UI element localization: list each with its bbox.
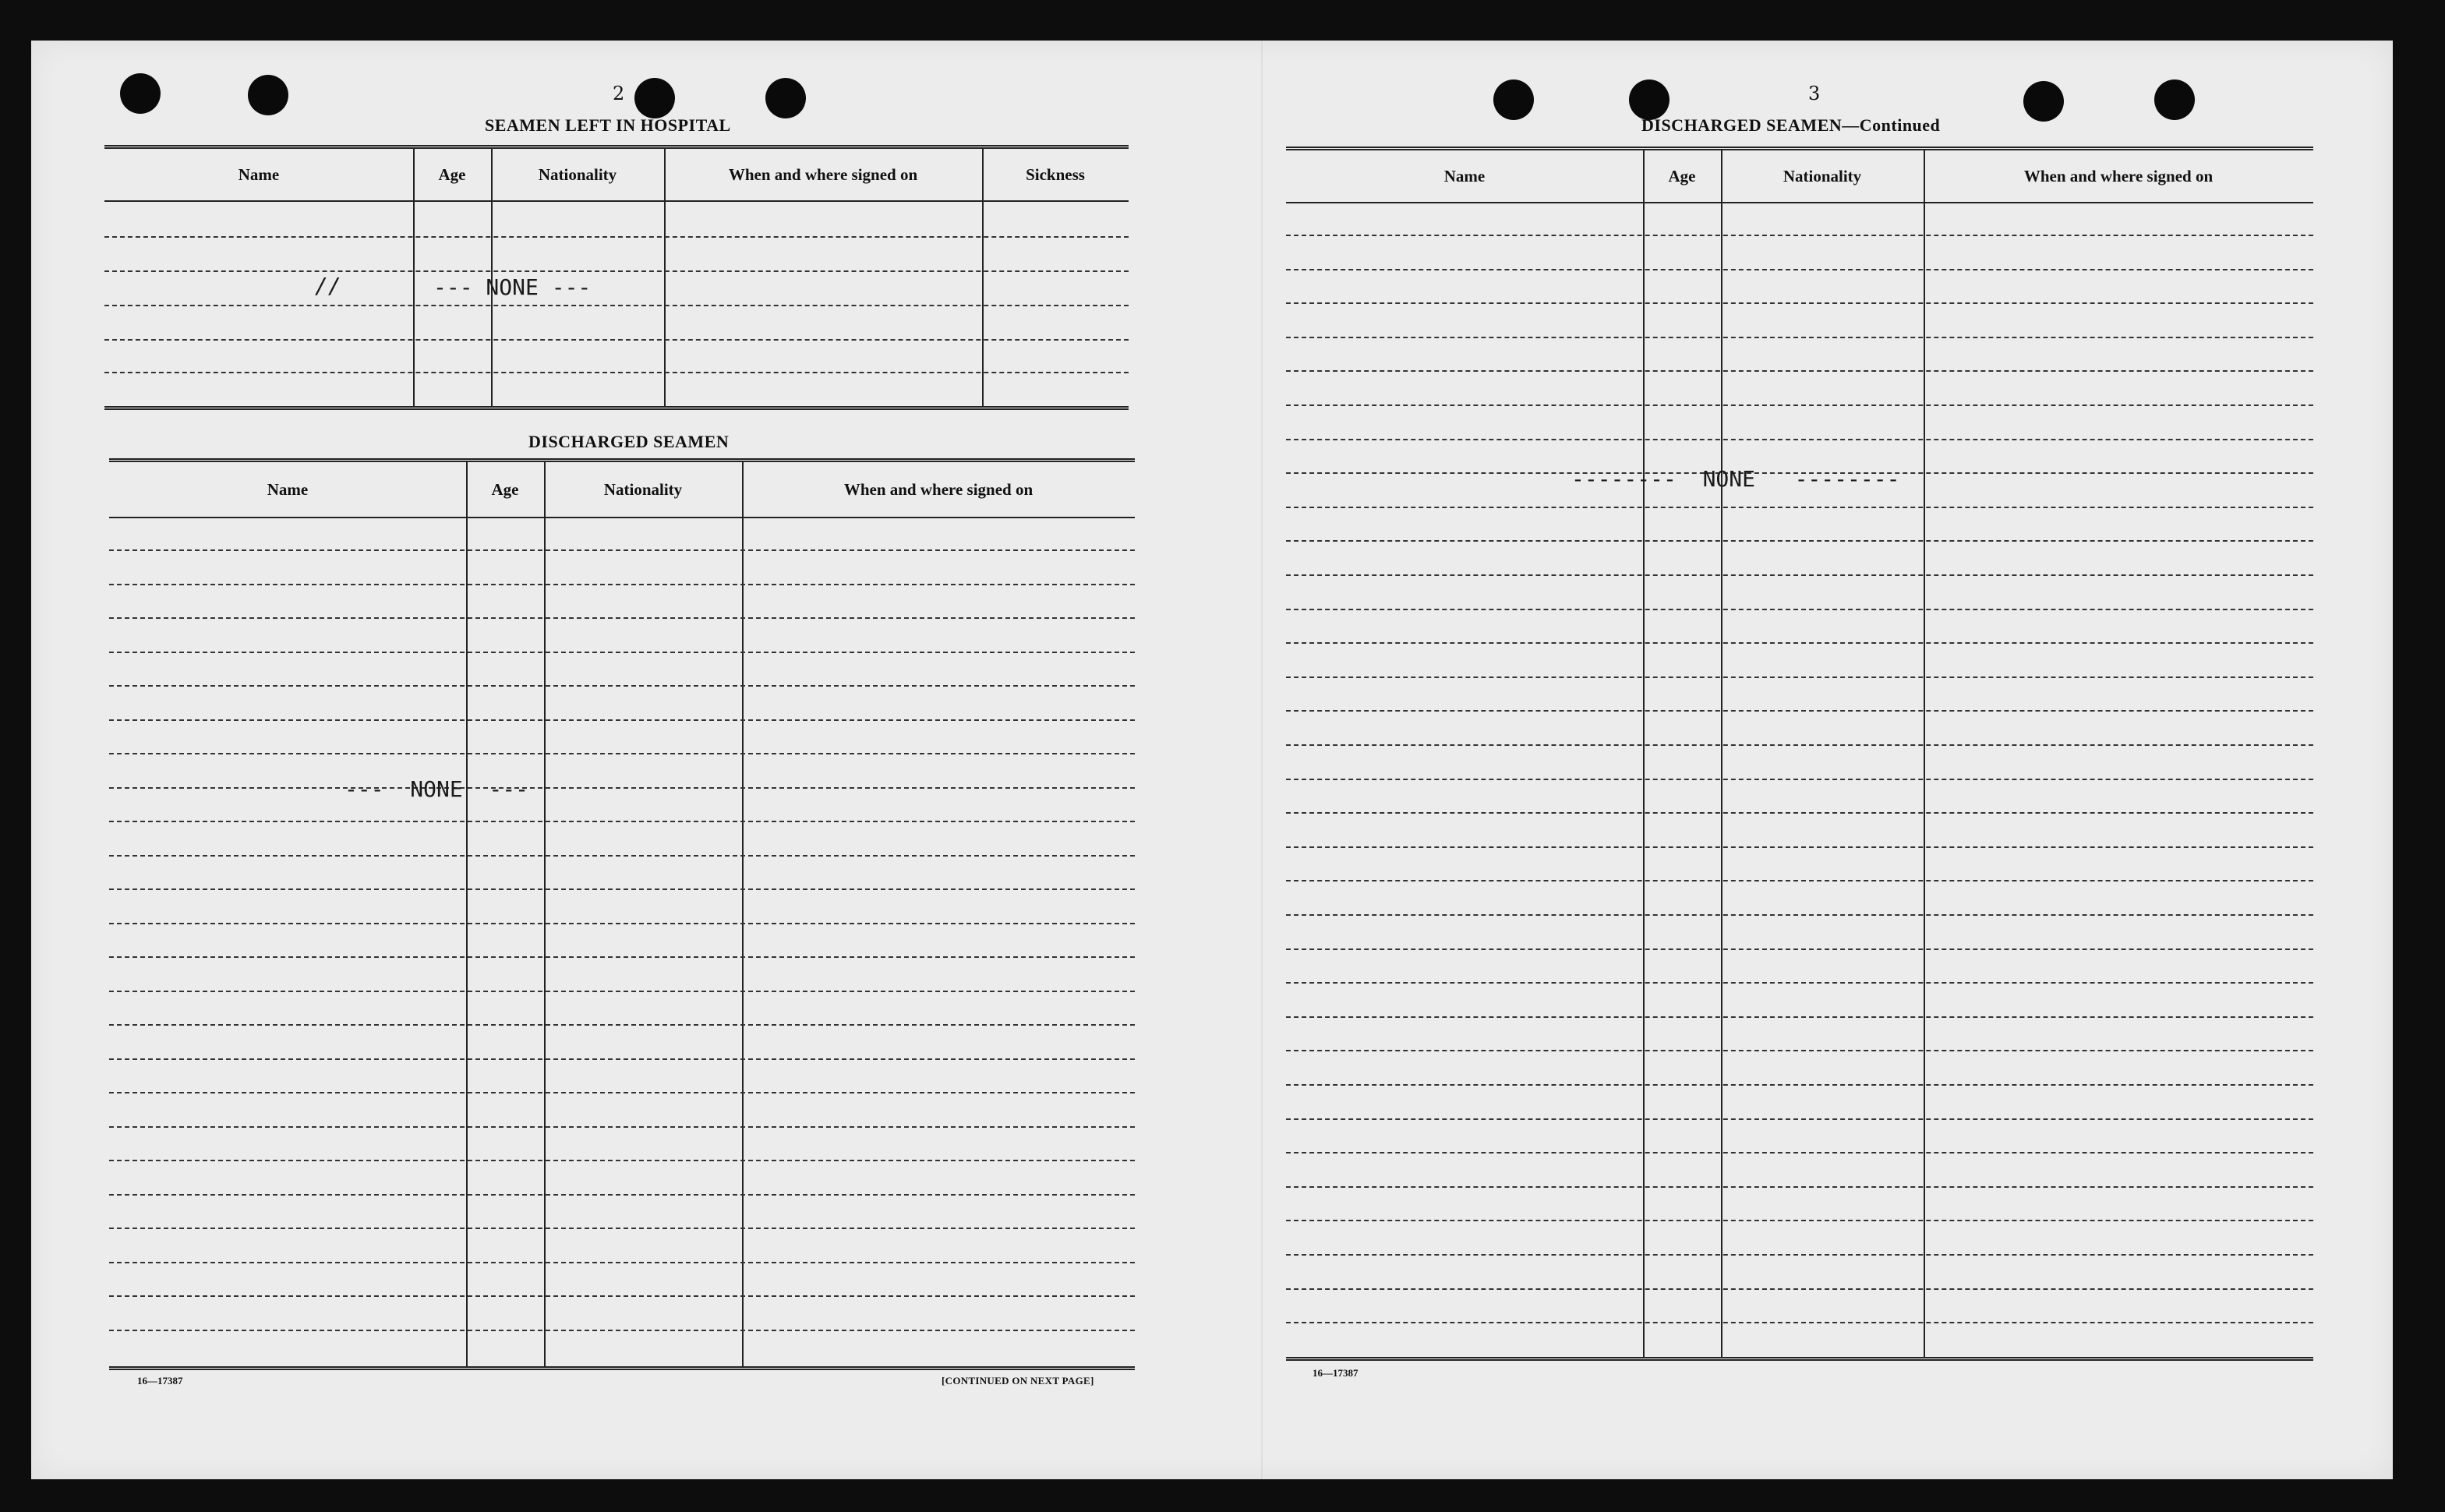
- entry-line: [1286, 337, 2313, 338]
- entry-line: [1286, 642, 2313, 644]
- entry-line: [109, 1262, 1135, 1263]
- column-divider: [413, 149, 415, 406]
- column-divider: [742, 462, 744, 1366]
- column-divider: [982, 149, 984, 406]
- entry-line: [1286, 677, 2313, 678]
- entry-line: [104, 270, 1129, 272]
- entry-line: [104, 236, 1129, 238]
- entry-line: [109, 1295, 1135, 1297]
- typed-none-discharged: --- NONE ---: [344, 776, 529, 802]
- hospital-table-header: [104, 149, 1129, 202]
- entry-line: [1286, 1220, 2313, 1221]
- entry-line: [109, 1058, 1135, 1060]
- section-title-discharged: DISCHARGED SEAMEN: [528, 432, 730, 451]
- column-header-signed-on: When and where signed on: [728, 164, 918, 184]
- column-header-signed-on: When and where signed on: [2023, 166, 2214, 185]
- entry-line: [109, 1330, 1135, 1331]
- entry-line: [1286, 302, 2313, 304]
- entry-line: [109, 991, 1135, 992]
- entry-line: [1286, 609, 2313, 610]
- entry-line: [1286, 404, 2313, 406]
- column-divider: [1721, 150, 1722, 1357]
- column-divider: [544, 462, 546, 1366]
- entry-line: [109, 652, 1135, 653]
- column-header-name: Name: [238, 164, 280, 184]
- column-header-age: Age: [491, 479, 519, 499]
- discharged-table: [109, 458, 1135, 1370]
- entry-line: [1286, 779, 2313, 780]
- entry-line: [109, 923, 1135, 924]
- column-header-name: Name: [1443, 166, 1486, 185]
- entry-line: [109, 584, 1135, 585]
- page-number: 3: [1808, 83, 1821, 104]
- entry-line: [1286, 982, 2313, 984]
- entry-line: [1286, 812, 2313, 814]
- entry-line: [109, 1024, 1135, 1026]
- entry-line: [1286, 1050, 2313, 1051]
- entry-line: [109, 685, 1135, 687]
- punch-hole: [1493, 79, 1534, 120]
- entry-line: [1286, 1186, 2313, 1188]
- hospital-table: [104, 145, 1129, 410]
- entry-line: [109, 888, 1135, 890]
- entry-line: [109, 1160, 1135, 1161]
- entry-line: [104, 305, 1129, 306]
- entry-line: [109, 549, 1135, 551]
- punch-hole: [2023, 81, 2064, 122]
- entry-line: [1286, 1288, 2313, 1290]
- column-divider: [466, 462, 468, 1366]
- discharged-continued-table: [1286, 147, 2313, 1361]
- section-title-hospital: SEAMEN LEFT IN HOSPITAL: [485, 115, 731, 135]
- column-divider: [1924, 150, 1925, 1357]
- column-header-age: Age: [438, 164, 466, 184]
- entry-line: [1286, 1118, 2313, 1120]
- entry-line: [109, 855, 1135, 857]
- typed-marks: //: [315, 273, 341, 299]
- entry-line: [109, 1194, 1135, 1196]
- continued-note: [CONTINUED ON NEXT PAGE]: [942, 1375, 1094, 1387]
- column-divider: [1643, 150, 1645, 1357]
- column-header-signed-on: When and where signed on: [843, 479, 1033, 499]
- entry-line: [1286, 914, 2313, 916]
- punch-hole: [120, 73, 161, 114]
- entry-line: [1286, 1016, 2313, 1018]
- typed-none-hospital: --- NONE ---: [433, 274, 592, 300]
- entry-line: [1286, 1084, 2313, 1086]
- column-header-nationality: Nationality: [603, 479, 683, 499]
- discharged-continued-table-header: [1286, 150, 2313, 203]
- entry-line: [1286, 507, 2313, 508]
- entry-line: [1286, 540, 2313, 542]
- entry-line: [104, 339, 1129, 341]
- entry-line: [1286, 710, 2313, 712]
- typed-none-discharged-continued: -------- NONE --------: [1571, 466, 1900, 492]
- entry-line: [109, 956, 1135, 958]
- punch-hole: [634, 78, 675, 118]
- column-divider: [664, 149, 666, 406]
- punch-hole: [1629, 79, 1669, 120]
- column-header-age: Age: [1668, 166, 1696, 185]
- entry-line: [1286, 269, 2313, 270]
- entry-line: [1286, 370, 2313, 372]
- entry-line: [1286, 744, 2313, 746]
- punch-hole: [765, 78, 806, 118]
- entry-line: [1286, 949, 2313, 950]
- column-header-nationality: Nationality: [1783, 166, 1862, 185]
- entry-line: [1286, 846, 2313, 848]
- page-number: 2: [613, 83, 625, 104]
- entry-line: [1286, 439, 2313, 440]
- fold-crease: [1261, 41, 1263, 1479]
- entry-line: [1286, 1152, 2313, 1153]
- entry-line: [109, 1092, 1135, 1093]
- form-code: 16—17387: [137, 1375, 183, 1387]
- entry-line: [1286, 574, 2313, 576]
- entry-line: [109, 719, 1135, 721]
- entry-line: [109, 1126, 1135, 1128]
- entry-line: [109, 821, 1135, 822]
- entry-line: [104, 372, 1129, 373]
- entry-line: [1286, 1322, 2313, 1323]
- discharged-table-header: [109, 462, 1135, 518]
- entry-line: [109, 617, 1135, 619]
- column-header-sickness: Sickness: [1026, 164, 1085, 184]
- entry-line: [1286, 1254, 2313, 1256]
- entry-line: [109, 787, 1135, 789]
- section-title-discharged-continued: DISCHARGED SEAMEN—Continued: [1641, 115, 1941, 135]
- punch-hole: [248, 75, 288, 115]
- entry-line: [109, 753, 1135, 754]
- entry-line: [109, 1228, 1135, 1229]
- column-header-nationality: Nationality: [538, 164, 617, 184]
- punch-hole: [2154, 79, 2195, 120]
- entry-line: [1286, 235, 2313, 236]
- column-header-name: Name: [267, 479, 309, 499]
- entry-line: [1286, 880, 2313, 881]
- form-code: 16—17387: [1313, 1367, 1359, 1379]
